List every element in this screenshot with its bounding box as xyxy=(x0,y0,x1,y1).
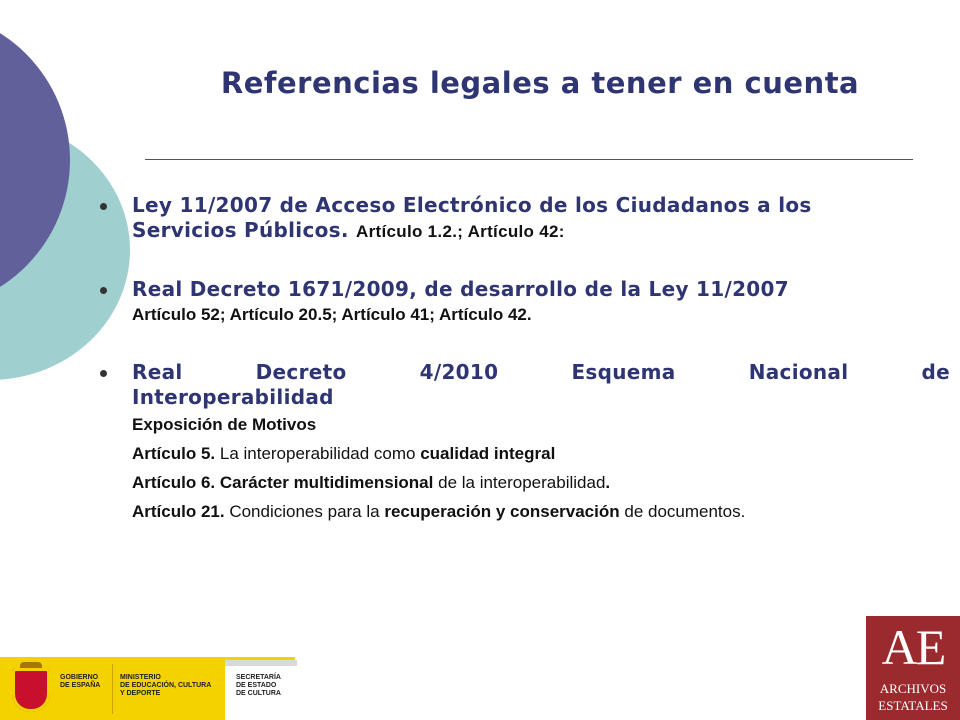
articulo-21-label: Artículo 21. xyxy=(132,502,225,521)
articulo-21 xyxy=(132,497,950,526)
articulo-6-label: Artículo 6. xyxy=(132,473,216,492)
law-articles-tail: : xyxy=(558,222,565,241)
law-articles: Artículo 52; Artículo 20.5; Artículo 41; Artículo 42. xyxy=(132,305,532,324)
exposicion-motivos: Exposición de Motivos xyxy=(132,415,317,434)
bullet-item-rd-1671-2009 xyxy=(100,277,950,328)
articulo-21-text: Condiciones para la xyxy=(229,502,380,521)
bullet-item-rd-4-2010 xyxy=(100,360,950,526)
articulo-6-end: . xyxy=(605,473,611,492)
bullet-dot-icon xyxy=(100,287,107,294)
law-title: Real Decreto 1671/2009, de desarrollo de la Ley 11/2007 xyxy=(132,277,789,301)
law-title-line2: Servicios Públicos. xyxy=(132,218,349,242)
logo-name-line2: ESTATALES xyxy=(878,698,948,713)
law-title xyxy=(132,193,950,245)
articulo-5 xyxy=(132,439,950,468)
law-title-line1: Real Decreto 4/2010 Esquema Nacional de xyxy=(132,360,950,384)
slide-title: Referencias legales a tener en cuenta xyxy=(220,66,860,100)
articulo-6-bold: Carácter multidimensional xyxy=(219,473,434,492)
title-divider xyxy=(145,159,913,160)
bullet-item-ley-11-2007 xyxy=(100,193,950,245)
bullet-dot-icon xyxy=(100,203,107,210)
articulo-5-label: Artículo 5. xyxy=(132,444,216,463)
articulo-6-text: de la interoperabilidad xyxy=(438,473,606,492)
gobierno-label: GOBIERNO DE ESPAÑA xyxy=(60,674,101,689)
logo-name-line1: ARCHIVOS xyxy=(879,681,947,696)
logo-letters: AE xyxy=(881,619,945,675)
coat-of-arms-icon xyxy=(12,668,50,712)
articulo-5-text: La interoperabilidad como xyxy=(219,444,416,463)
articulo-5-bold: cualidad integral xyxy=(420,444,556,463)
bullet-list xyxy=(100,193,950,558)
ministerio-label: MINISTERIO DE EDUCACIÓN, CULTURA Y DEPORTE xyxy=(120,674,212,697)
secretaria-label: SECRETARÍA DE ESTADO DE CULTURA xyxy=(236,674,281,697)
law-title xyxy=(132,360,950,410)
law-title-line1: Ley 11/2007 de Acceso Electrónico de los Ciudadanos a los xyxy=(132,193,812,217)
articulo-21-bold2: conservación xyxy=(510,502,620,521)
law-articles: Artículo 1.2.; Artículo 42 xyxy=(356,222,559,241)
law-title-line2: Interoperabilidad xyxy=(132,385,334,409)
articulo-21-text2: de documentos. xyxy=(624,502,746,521)
footer-separator xyxy=(112,664,113,714)
articulo-21-bold1: recuperación y xyxy=(384,502,506,521)
bullet-dot-icon xyxy=(100,370,107,377)
logo-name xyxy=(866,680,960,714)
articulo-6 xyxy=(132,468,950,497)
